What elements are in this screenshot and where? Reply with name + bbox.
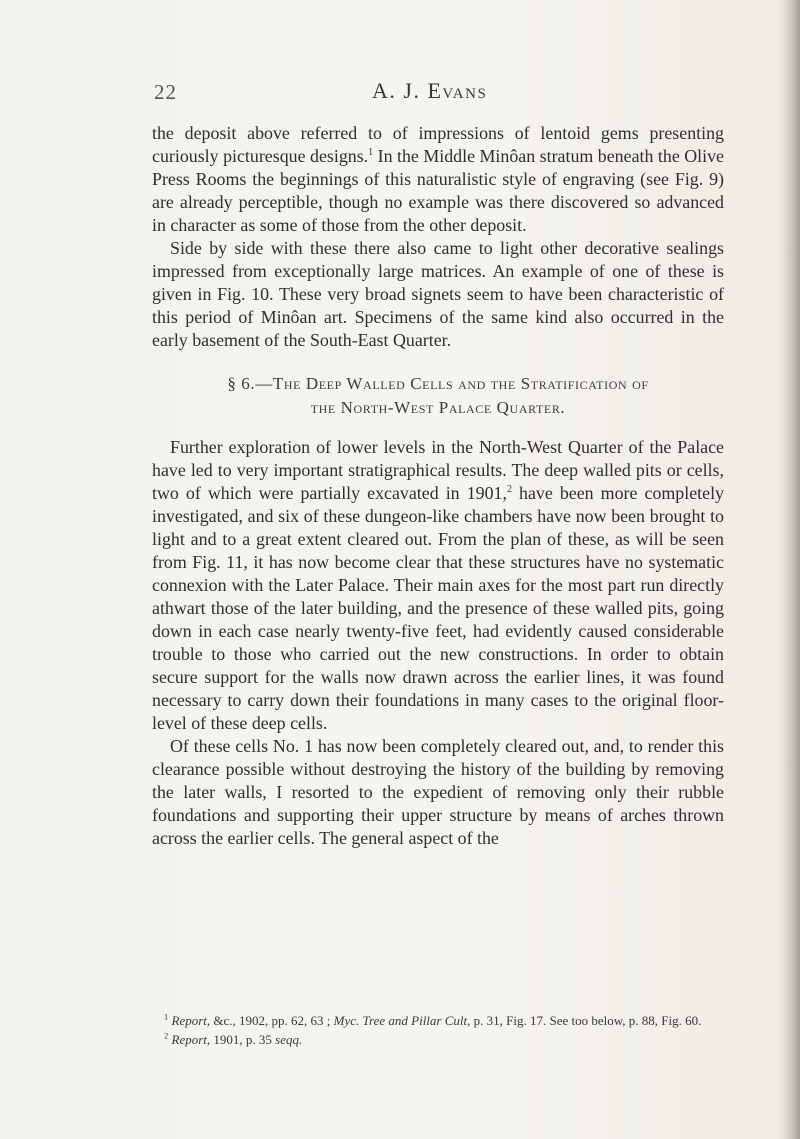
footnote-1-text-b: p. 31, Fig. 17. See too below, p. 88, Fig. 60. (470, 1013, 702, 1028)
paragraph-1 (152, 122, 724, 237)
section-heading-line-2: the North-West Palace Quarter. (310, 398, 566, 417)
footnote-ref-1: 1 (368, 147, 374, 159)
paragraph-1-text-a: the deposit above referred to of impressions of lentoid gems presenting curiously picturesque designs. (152, 123, 724, 166)
paragraph-4: Of these cells No. 1 has now been completely cleared out, and, to render this clearance possible without destroying the history of the building by removing the later walls, I resorted to the expedient of removing only their rubble foundations and supporting their upper structure by means of arches thrown across the earlier cells. The general aspect of the (152, 736, 724, 848)
running-head: A. J. Evans (372, 78, 488, 103)
footnote-1-marker: 1 (164, 1011, 169, 1022)
paragraph-3-text-a: Further exploration of lower levels in the North-West Quarter of the Palace have led to very important stratigraphical results. The deep walled pits or cells, two of which were partially excavated in 1901, (152, 437, 724, 503)
page-edge-shadow (782, 0, 800, 1139)
body-text (152, 122, 724, 850)
footnote-2-report: Report, (171, 1032, 211, 1047)
footnote-ref-2: 2 (506, 484, 512, 496)
page-number: 22 (154, 80, 177, 104)
section-heading (152, 372, 724, 420)
paragraph-2: Side by side with these there also came to light other decorative sealings impressed from exceptionally large matrices. An example of one of these is given in Fig. 10. These very broad signets seem to have been characteristic of this period of Minôan art. Specimens of the same kind also occurred in the early basement of the South-East Quarter. (152, 238, 724, 350)
footnote-2-seqq: seqq. (275, 1032, 303, 1047)
section-heading-line-1: § 6.—The Deep Walled Cells and the Stratification of (227, 374, 649, 393)
footnote-1 (152, 1011, 724, 1030)
footnote-1-report: Report, (171, 1013, 211, 1028)
paragraph-3-text-b: have been more completely investigated, and six of these dungeon-like chambers have now been brought to light and to a great extent cleared out. From the plan of these, as will be seen from Fig. 11, it has now become clear that these structures have no systematic connexion with the Later Palace. Their main axes for the most part run directly athwart those of the later building, and the presence of these walled pits, going down in each case nearly twenty-five feet, had evidently caused considerable trouble to those who carried out the new constructions. In order to obtain secure support for the walls now drawn across the earlier lines, it was found necessary to carry down their foundations in many cases to the original floor-level of these deep cells. (152, 483, 724, 733)
footnote-2-marker: 2 (164, 1030, 169, 1041)
footnote-1-text-a: &c., 1902, pp. 62, 63 ; (210, 1013, 334, 1028)
footnote-2-text-a: 1901, p. 35 (210, 1032, 276, 1047)
paragraph-3 (152, 436, 724, 735)
footnote-1-myc: Myc. Tree and Pillar Cult, (333, 1013, 471, 1028)
page-header (0, 80, 800, 110)
paragraph-1-text-b: In the Middle Minôan stratum beneath the Olive Press Rooms the beginnings of this naturalistic style of engraving (see Fig. 9) are already perceptible, though no example was there discovered so advanced in character as some of those from the other deposit. (152, 146, 724, 235)
footnotes (152, 1011, 724, 1049)
footnote-2 (152, 1030, 724, 1049)
